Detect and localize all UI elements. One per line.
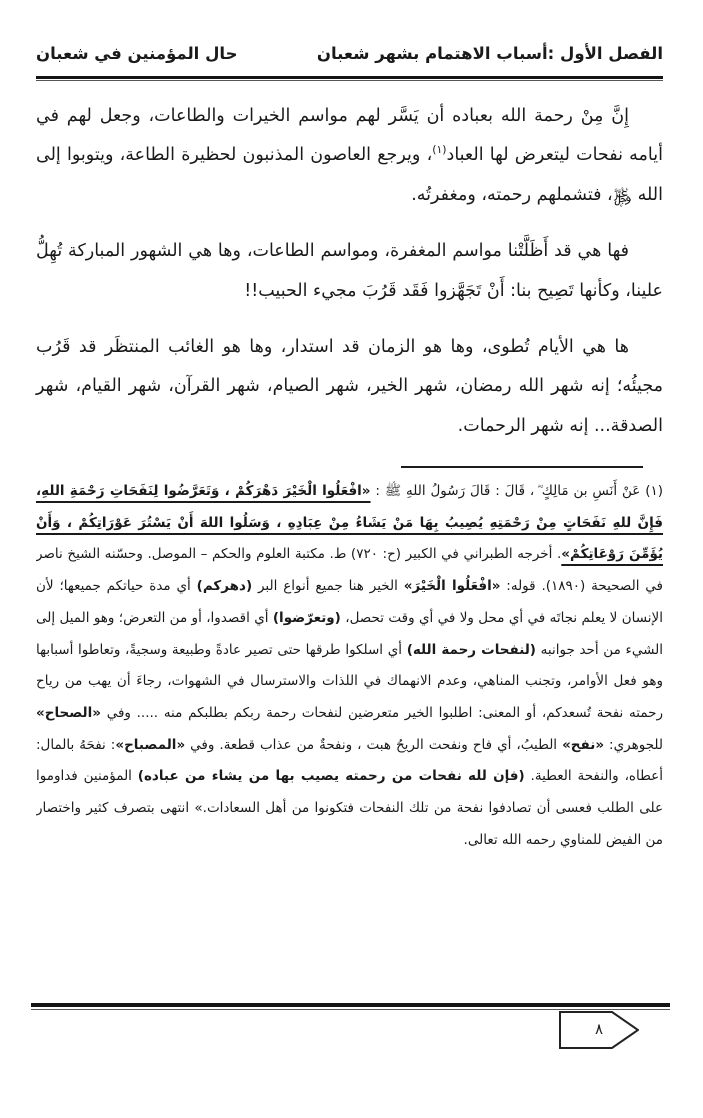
chapter-title: الفصل الأول :أسباب الاهتمام بشهر شعبان xyxy=(316,44,663,63)
body-text xyxy=(36,97,663,446)
footer-rule xyxy=(31,1003,670,1010)
section-title: حال المؤمنين في شعبان xyxy=(36,44,238,63)
page-number-arrow xyxy=(559,1011,639,1049)
running-head xyxy=(36,44,663,63)
header-rule xyxy=(36,76,663,81)
footnote: (١) عَنْ أَنَسِ بن مَالِكٍ ؓ ، قَالَ : قَالَ رَسُولُ اللهِ ﷺ : «افْعَلُوا الْخَيْرَ دَهْرَكُمْ ، وَتَعَرَّضُوا لِنَفَحَاتِ رَحْمَةِ اللهِ، فَإِنَّ للهِ نَفَحَاتٍ مِنْ رَحْمَتِهِ يُصِيبُ بِهَا مَنْ يَشَاءُ مِنْ عِبَادِهِ ، وَسَلُوا اللهَ أَنْ يَسْتُرَ عَوْرَاتِكُمْ ، وَأَنْ يُؤَمِّنَ رَوْعَاتِكُمْ». أخرجه الطبراني في الكبير (ح: ٧٢٠) ط. مكتبة العلوم والحكم – الموصل. وحسّنه الشيخ ناصر في الصحيحة (١٨٩٠). قوله: «افْعَلُوا الْخَيْرَ» الخير هنا جميع أنواع البر (دهركم) أي مدة حياتكم جميعها؛ لأن الإنسان لا يعلم نجاتَه في أي محل ولا في أي وقت تحصل، (وتعرّضوا) أي اقصدوا، أو من التعرض؛ وهو الميل إلى الشيء من أحد جوانبه (لنفحات رحمة الله) أي اسلكوا طرقها حتى تصير عادةً وطبيعة وسجيةً، وتعاطوا أسبابها وهو فعل الأوامر، وتجنب المناهي، وعدم الانهماك في اللذات والاسترسال في الشهوات، رجاءَ أن يهب من رياح رحمته نفحة تُسعدكم، أو المعنى: اطلبوا الخير متعرضين لنفحات رحمة ربكم بطلبكم منه ..... وفي «الصحاح» للجوهري: «نفح» الطيبُ، أي فاح ونفحت الريحُ هبت ، ونفحةٌ من عذاب قطعة. وفي «المصباح»: نفحَهُ بالمال: أعطاه، والنفحة العطية. (فإن لله نفحات من رحمته يصيب بها من يشاء من عباده) المؤمنين فداوموا على الطلب فعسى أن تصادفوا نفحة من تلك النفحات فتكونوا من أهل السعادات.» انتهى بتصرف كثير واختصار من الفيض للمناوي رحمه الله تعالى. xyxy=(36,483,663,848)
page-number: ٨ xyxy=(594,1020,604,1038)
body-paragraph: ها هي الأيام تُطوى، وها هو الزمان قد استدار، وها هو الغائب المنتظَر قد قَرُب مجيئُه؛ إنه شهر الله رمضان، شهر الخير، شهر الصيام، شهر القرآن، شهر القيام، شهر الصدقة... إنه شهر الرحمات. xyxy=(36,336,663,436)
body-paragraph: إِنَّ مِنْ رحمة الله بعباده أن يَسَّر لهم مواسم الخيرات والطاعات، وجعل لهم في أيامه نفحات ليتعرض لها العباد$^{(١)}$، ويرجع العاصون المذنبون لحظيرة الطاعة، ويتوبوا إلى الله ﷿، فتشملهم رحمته، ومغفرتُه. xyxy=(36,106,663,205)
footnote-separator xyxy=(401,466,643,468)
body-paragraph: فها هي قد أَظَلَّتْنا مواسم المغفرة، ومواسم الطاعات، وها هي الشهور المباركة تُهِلُّ علينا، وكأنها تَصِيح بنا: أَنْ تَجَهَّزوا فَقَد قَرُبَ مجيء الحبيب!! xyxy=(36,241,663,301)
